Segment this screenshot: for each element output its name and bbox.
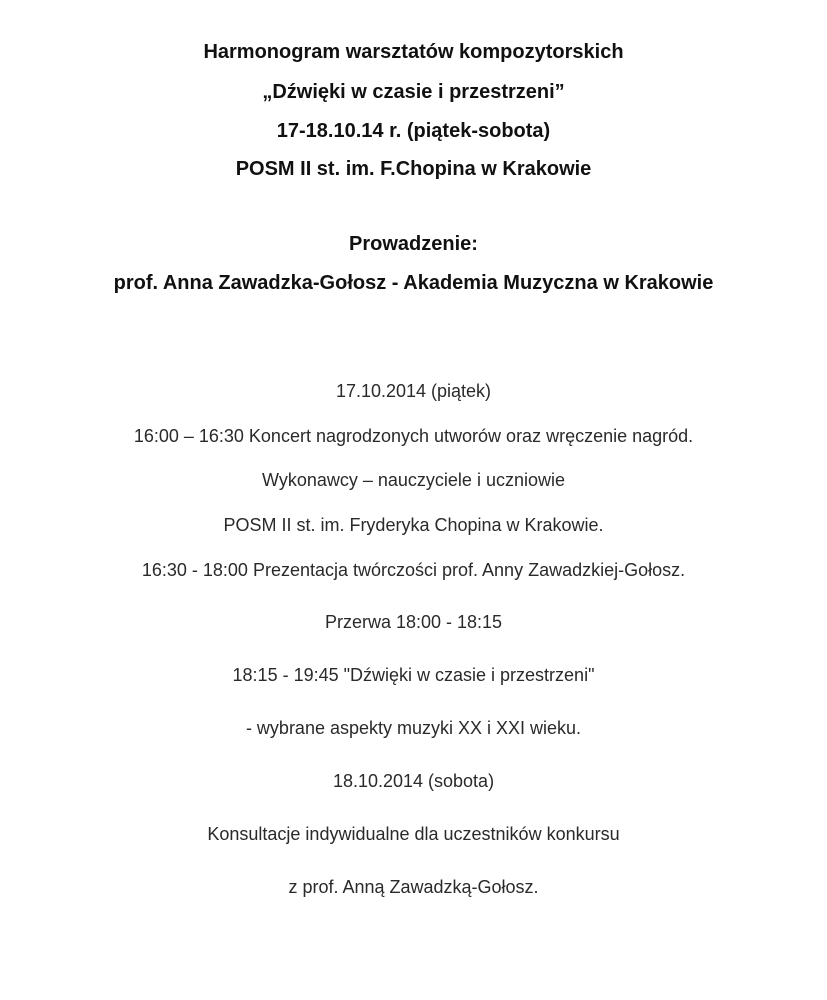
workshop-venue: POSM II st. im. F.Chopina w Krakowie (235, 158, 592, 180)
schedule-item-concert: 16:00 – 16:30 Koncert nagrodzonych utworów oraz wręczenie nagród. (133, 426, 694, 446)
schedule-item-lecture-subtitle: - wybrane aspekty muzyki XX i XXI wieku. (245, 718, 582, 738)
lead-label: Prowadzenie: (349, 233, 478, 255)
lead-name: prof. Anna Zawadzka-Gołosz - Akademia Muzyczna w Krakowie (113, 272, 714, 294)
schedule-item-consultant: z prof. Anną Zawadzką-Gołosz. (288, 877, 539, 897)
day1-date: 17.10.2014 (piątek) (335, 381, 492, 401)
document-title: Harmonogram warsztatów kompozytorskich (203, 41, 624, 63)
workshop-dates: 17-18.10.14 r. (piątek-sobota) (276, 120, 551, 142)
schedule-item-performers: Wykonawcy – nauczyciele i uczniowie (262, 470, 565, 490)
schedule-item-consultations: Konsultacje indywidualne dla uczestników konkursu (207, 824, 620, 844)
schedule-item-school: POSM II st. im. Fryderyka Chopina w Krakowie. (223, 515, 604, 535)
workshop-name: „Dźwięki w czasie i przestrzeni” (262, 81, 565, 103)
schedule-item-lecture: 18:15 - 19:45 "Dźwięki w czasie i przestrzeni" (232, 665, 595, 685)
schedule-item-presentation: 16:30 - 18:00 Prezentacja twórczości prof. Anny Zawadzkiej-Gołosz. (141, 560, 686, 580)
schedule-item-break: Przerwa 18:00 - 18:15 (324, 612, 503, 632)
day2-date: 18.10.2014 (sobota) (332, 771, 495, 791)
